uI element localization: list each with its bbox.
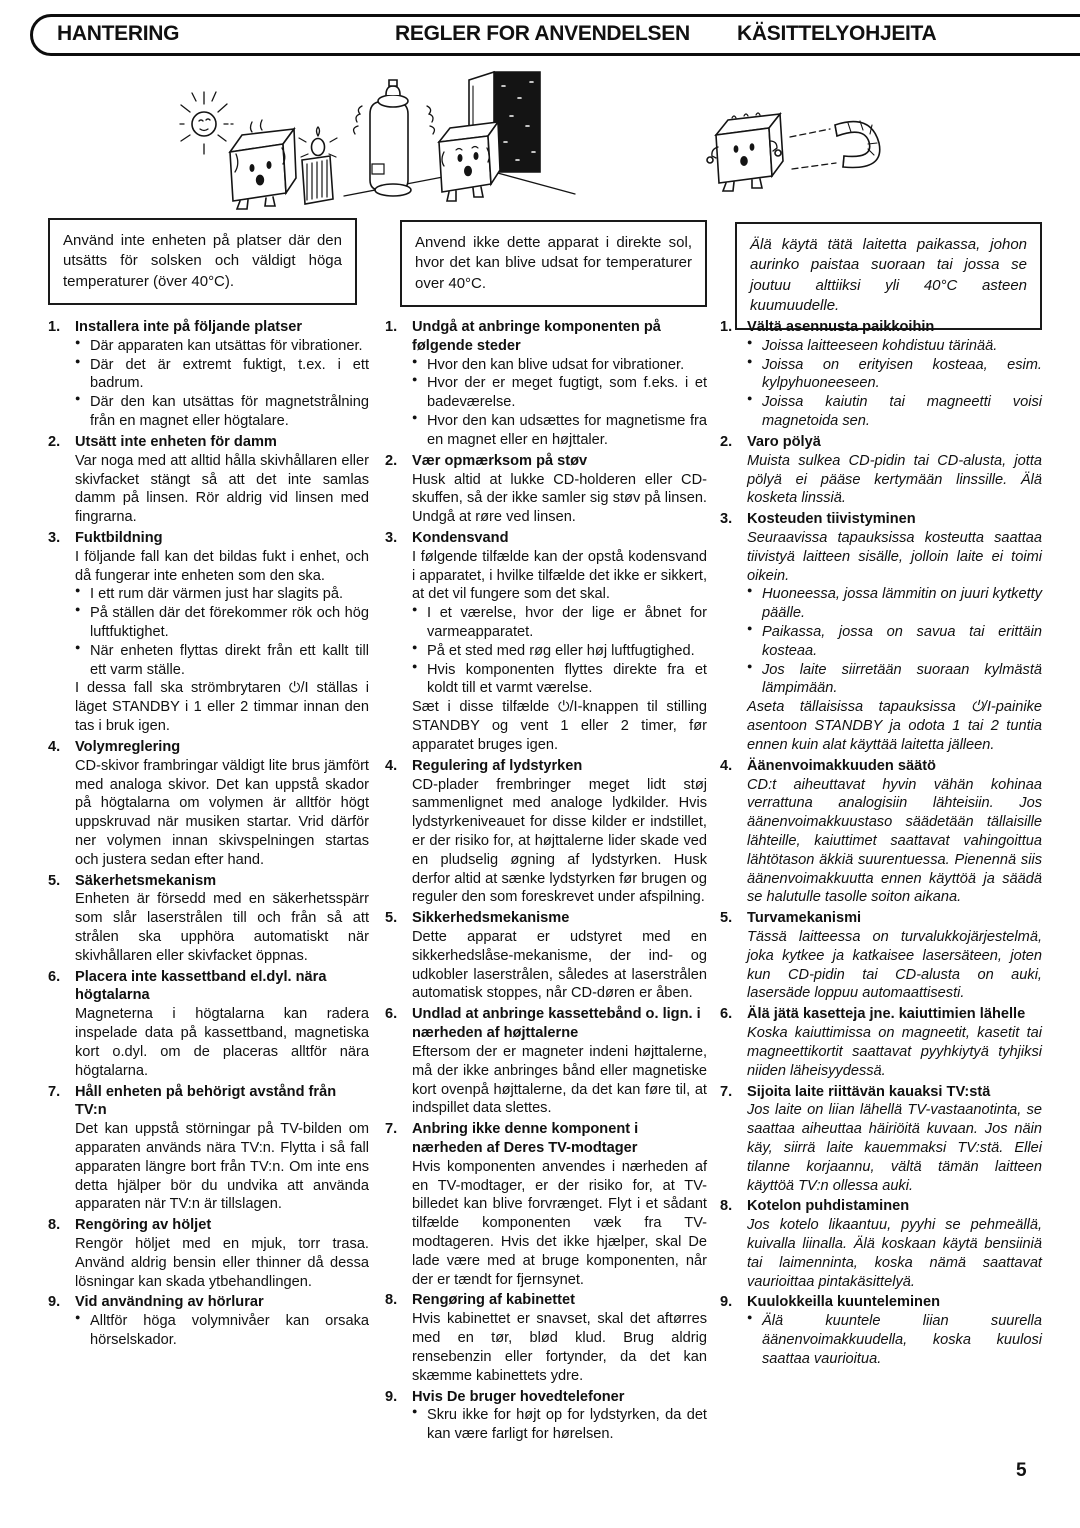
item-paragraph: Eftersom der er magneter indeni højttalerne, må der ikke anbringes bånd eller magnetiske kort ovenpå højttalerne, da det kan føre til, at indspillet data slettes. [412, 1043, 707, 1117]
item-body [412, 529, 707, 755]
bullet-item [412, 1406, 707, 1444]
bullet-item [412, 642, 707, 661]
bullet-text: Joissa laitteeseen kohdistuu tärinää. [762, 337, 998, 354]
bullet-item [75, 642, 369, 680]
instruction-item [720, 757, 1042, 908]
item-paragraph: Dette apparat er udstyret med en sikkerhedslåse-mekanisme, der ind- og udkobler laserstrålen, således at laserstrålen automatisk stoppes, når CD-døren er åben. [412, 929, 707, 1002]
item-paragraph: I följande fall kan det bildas fukt i enhet, och då fungerar inte enheten som den ska. [75, 548, 369, 584]
item-body [747, 757, 1042, 908]
item-title: Undgå at anbringe komponenten på følgende steder [412, 319, 661, 354]
item-number: 9. [385, 1388, 398, 1405]
item-title: Älä jätä kasetteja jne. kaiuttimien lähelle [747, 1006, 1026, 1023]
column-swedish [48, 318, 369, 1352]
instruction-item [385, 909, 707, 1003]
bullet-text: På et sted med røg eller høj luftfugtighed. [427, 642, 695, 659]
item-body [75, 433, 369, 527]
item-body [75, 872, 369, 966]
item-paragraph: CD-plader frembringer meget lidt støj sammenlignet med analoge lydkilder. Hvis lydstyrkeniveauet for disse kilder er indstillet, er der risiko for, at højttalerne lider skade ved en pludselig øgning af lydstyrken. Husk derfor altid at sænke lydstyrken før brugen og reguler den som foreskrevet under afspilning. [412, 776, 707, 906]
bullet-item [747, 585, 1042, 623]
item-body [747, 1293, 1042, 1368]
title-finnish: KÄSITTELYOHJEITA [737, 22, 937, 45]
item-body [747, 1083, 1042, 1196]
bullet-text: Joissa kaiutin tai magneetti voisi magnetoida sen. [762, 394, 1042, 430]
instruction-item [720, 318, 1042, 431]
bullet-text: I et værelse, hvor der lige er åbnet for varmeapparatet. [427, 605, 707, 640]
item-paragraph: Hvis komponenten anvendes i nærheden af en TV-modtager, er der risiko for, at TV-billedet kan blive forvrænget. Flyt i et sådant tilfælde komponenten væk fra TV-modtageren. Hvis det ikke hjælper, skal De lade være med at bruge komponenten, når der er tændt for fjernsynet. [412, 1158, 707, 1288]
bullet-text: På ställen där det förekommer rök och hög luftfuktighet. [90, 605, 369, 640]
bullet-item [75, 393, 369, 431]
item-title: Utsätt inte enheten för damm [75, 433, 277, 450]
instruction-item [48, 968, 369, 1081]
item-body [747, 1005, 1042, 1080]
bullet-dot-icon: ● [747, 336, 753, 347]
bullet-item [75, 356, 369, 394]
item-number: 9. [48, 1294, 61, 1311]
note-box-finnish: Älä käytä tätä laitetta paikassa, johon aurinko paistaa suoraan tai jossa se joutuu alttiiksi yli 40°C asteen kuumuudelle. [735, 222, 1042, 330]
item-title: Kosteuden tiivistyminen [747, 511, 916, 528]
item-number: 2. [385, 452, 398, 469]
bullet-dot-icon: ● [75, 641, 81, 652]
bullet-dot-icon: ● [75, 585, 81, 596]
item-paragraph: Rengör höljet med en mjuk, torr trasa. Använd aldrig bensin eller thinner då dessa lösningar kan skada ytbehandlingen. [75, 1236, 369, 1290]
bullet-dot-icon: ● [412, 355, 418, 366]
item-body [412, 1291, 707, 1385]
item-body [75, 738, 369, 870]
item-title: Rengøring af kabinettet [412, 1292, 575, 1309]
bullet-text: Hvor der er meget fugtigt, som f.eks. i et badeværelse. [427, 375, 707, 411]
note-box-swedish: Använd inte enheten på platser där den utsätts för solsken och väldigt höga temperaturer (över 40°C). [48, 218, 357, 305]
bullet-text: När enheten flyttas direkt från ett kallt till ett varm ställe. [90, 642, 369, 678]
item-title: Installera inte på följande platser [75, 319, 303, 335]
bullet-text: Där det är extremt fuktigt, t.ex. i ett badrum. [90, 356, 369, 392]
item-number: 6. [720, 1006, 733, 1023]
item-title: Kotelon puhdistaminen [747, 1198, 910, 1215]
item-body [75, 968, 369, 1081]
item-title: Sijoita laite riittävän kauaksi TV:stä [747, 1083, 991, 1100]
item-number: 1. [48, 319, 61, 335]
item-number: 7. [48, 1083, 61, 1100]
item-body [747, 909, 1042, 1003]
bullet-dot-icon: ● [747, 1312, 753, 1323]
instruction-item [48, 1216, 369, 1291]
item-number: 6. [385, 1006, 398, 1023]
bullet-text: I ett rum där värmen just har slagits på. [90, 586, 344, 603]
item-paragraph: Sæt i disse tilfælde ⏻/I-knappen til stilling STANDBY og vent 1 eller 2 timer, før apparatet bruges igen. [412, 699, 707, 753]
instruction-item [385, 1388, 707, 1444]
item-body [75, 1216, 369, 1291]
bullet-dot-icon: ● [412, 1406, 418, 1417]
item-number: 4. [720, 757, 733, 774]
bullet-dot-icon: ● [747, 623, 753, 633]
instruction-item [385, 318, 707, 450]
item-title: Kondensvand [412, 529, 509, 546]
bullet-dot-icon: ● [747, 660, 753, 671]
item-paragraph: Husk altid at lukke CD-holderen eller CD-skuffen, så der ikke samler sig støv på linsen. Undgå at røre ved linsen. [412, 471, 707, 526]
bullet-item [412, 374, 707, 412]
bullet-text: Paikassa, jossa on savua tai erittäin kosteaa. [762, 624, 1042, 659]
bullet-dot-icon: ● [75, 1312, 81, 1323]
item-title: Fuktbildning [75, 529, 163, 546]
item-title: Vær opmærksom på støv [412, 452, 588, 469]
item-paragraph: CD:t aiheuttavat hyvin vähän kohinaa verrattuna analogisiin lähteisiin. Jos äänenvoimakkuustaso säädetään tällaisille lähteille, kaiuttimet saattavat vahingoittua lähtötason äkkiä suurentuessa. Pienennä siis äänenvoimakkuutta ennen käyttöä ja säädä se halutulle tasolle soiton aikana. [747, 776, 1042, 906]
item-body [747, 318, 1042, 431]
title-swedish: HANTERING [57, 22, 180, 45]
bullet-dot-icon: ● [412, 641, 418, 652]
item-paragraph: Var noga med att alltid hålla skivhållaren eller skivfacket stängt så att det inte samlas damm på linsen. Rör aldrig vid linsen med fingrarna. [75, 452, 369, 526]
instruction-item [385, 757, 707, 908]
bullet-item [412, 604, 707, 642]
item-number: 5. [48, 872, 61, 889]
instruction-item [385, 1120, 707, 1289]
item-body [412, 1120, 707, 1289]
instruction-item [720, 433, 1042, 508]
instruction-item [48, 872, 369, 966]
column-finnish [720, 318, 1042, 1371]
item-title: Rengöring av höljet [75, 1217, 212, 1234]
instruction-item [720, 909, 1042, 1003]
item-number: 5. [720, 910, 733, 927]
item-paragraph: Enheten är försedd med en säkerhetsspärr som slår laserstrålen till och från så att strålen ska upphöra automatiskt när skivhållaren eller skivfacket öppnas. [75, 891, 369, 964]
item-body [412, 1005, 707, 1118]
bullet-item [412, 661, 707, 699]
item-paragraph: I følgende tilfælde kan der opstå kodensvand i apparatet, i hvilke tilfælde det ikke er sikkert, at det vil fungere som det skal. [412, 548, 707, 603]
bullet-dot-icon: ● [412, 660, 418, 671]
instruction-item [48, 318, 369, 431]
instruction-item [720, 1197, 1042, 1291]
item-body [75, 318, 369, 431]
bullet-item [747, 337, 1042, 356]
item-title: Säkerhetsmekanism [75, 872, 217, 889]
item-number: 6. [48, 968, 61, 985]
item-paragraph: I dessa fall ska strömbrytaren ⏻/I ställas i läget STANDBY i 1 eller 2 timmar innan den tas i bruk igen. [75, 680, 369, 735]
note-box-danish: Anvend ikke dette apparat i direkte sol, hvor det kan blive udsat for temperaturer over 40°C. [400, 220, 707, 307]
bullet-item [747, 1312, 1042, 1368]
bullet-text: Alltför höga volymnivåer kan orsaka hörselskador. [90, 1313, 369, 1349]
sunlight-heat-warning-illustration [178, 80, 343, 220]
bullet-text: Jos laite siirretään suoraan kylmästä lämpimään. [762, 661, 1042, 697]
bullet-dot-icon: ● [75, 336, 81, 347]
item-number: 8. [720, 1198, 733, 1215]
instruction-item [48, 1293, 369, 1349]
item-body [412, 318, 707, 450]
bullet-dot-icon: ● [412, 374, 418, 385]
item-paragraph: Muista sulkea CD-pidin tai CD-alusta, jotta pölyä ei pääse kertymään linssille. Älä kosketa linssiä. [747, 452, 1042, 507]
bullet-text: Hvis komponenten flyttes direkte fra et koldt till et varmt værelse. [427, 661, 707, 697]
bullet-item [75, 604, 369, 642]
bullet-dot-icon: ● [75, 355, 81, 366]
page-number: 5 [1016, 1460, 1027, 1481]
item-body [412, 757, 707, 908]
bullet-text: Huoneessa, jossa lämmitin on juuri kytketty päälle. [762, 586, 1042, 622]
bullet-item [747, 661, 1042, 699]
instruction-item [48, 433, 369, 527]
item-paragraph: Aseta tällaisissa tapauksissa ⏻/I-painike asentoon STANDBY ja odota 1 tai 2 tuntia ennen kuin alat käyttää laitetta jälleen. [747, 699, 1042, 753]
instruction-item [48, 738, 369, 870]
item-title: Vid användning av hörlurar [75, 1294, 264, 1311]
item-number: 4. [385, 757, 398, 774]
item-title: Hvis De bruger hovedtelefoner [412, 1388, 625, 1405]
instruction-item [385, 1291, 707, 1385]
magnet-warning-illustration [698, 103, 898, 203]
instruction-item [720, 1293, 1042, 1368]
item-body [412, 1388, 707, 1444]
bullet-item [747, 623, 1042, 661]
item-title: Regulering af lydstyrken [412, 757, 583, 774]
instruction-item [385, 1005, 707, 1118]
item-number: 4. [48, 738, 61, 755]
item-body [412, 452, 707, 527]
item-number: 3. [48, 529, 61, 546]
vibration-door-warning-illustration [342, 68, 577, 220]
item-paragraph: Jos laite on liian lähellä TV-vastaanotinta, se saattaa aiheuttaa häiriöitä kuvaan. Jos näin käy, siirrä laite kauemmaksi TV:stä. Ellei tilanne korjaannu, vältä tämän laitteen käyttöä TV:n ollessa auki. [747, 1102, 1042, 1194]
item-paragraph: CD-skivor frambringar väldigt lite brus jämfört med analoga skivor. Det kan uppstå skador på högtalarna om volymen är alltför högt uppskruvad när musiken startar. Vrid därför ner volymen innan skivspelningen startas och justera sedan efter hand. [75, 757, 369, 868]
item-number: 7. [385, 1121, 398, 1138]
item-title: Turvamekanismi [747, 910, 862, 927]
bullet-dot-icon: ● [75, 604, 81, 615]
item-number: 8. [48, 1217, 61, 1234]
item-body [412, 909, 707, 1003]
item-number: 1. [720, 319, 733, 335]
item-title: Varo pölyä [747, 433, 821, 450]
item-body [75, 1293, 369, 1349]
bullet-item [747, 393, 1042, 431]
bullet-text: Älä kuuntele liian suurella äänenvoimakkuudella, koska kuulosi saattaa vaurioitua. [762, 1313, 1042, 1367]
item-title: Volymreglering [75, 738, 181, 755]
item-number: 3. [720, 511, 733, 528]
item-number: 8. [385, 1292, 398, 1309]
instruction-item [720, 510, 1042, 755]
instruction-item [385, 529, 707, 755]
instruction-item [720, 1005, 1042, 1080]
instruction-item [720, 1083, 1042, 1196]
bullet-item [75, 1312, 369, 1350]
item-number: 7. [720, 1083, 733, 1100]
bullet-dot-icon: ● [412, 412, 418, 423]
item-body [75, 529, 369, 736]
item-number: 1. [385, 319, 398, 335]
item-number: 9. [720, 1294, 733, 1311]
bullet-text: Där apparaten kan utsättas för vibrationer. [90, 337, 363, 354]
column-danish [385, 318, 707, 1446]
item-body [747, 510, 1042, 755]
bullet-text: Hvor den kan blive udsat for vibrationer. [427, 356, 685, 373]
bullet-dot-icon: ● [747, 355, 753, 366]
bullet-item [747, 356, 1042, 394]
bullet-text: Där den kan utsättas för magnetstrålning från en magnet eller högtalare. [90, 394, 369, 430]
item-body [747, 1197, 1042, 1291]
item-title: Undlad at anbringe kassettebånd o. lign. i nærheden af højttalerne [412, 1006, 701, 1042]
title-danish: REGLER FOR ANVENDELSEN [395, 22, 690, 45]
bullet-item [75, 337, 369, 356]
item-title: Kuulokkeilla kuunteleminen [747, 1294, 941, 1311]
bullet-dot-icon: ● [747, 393, 753, 404]
item-title: Anbring ikke denne komponent i nærheden af Deres TV-modtager [412, 1121, 639, 1156]
bullet-text: Joissa on erityisen kosteaa, esim. kylpyhuoneeseen. [762, 356, 1042, 392]
item-title: Vältä asennusta paikkoihin [747, 319, 935, 335]
item-paragraph: Koska kaiuttimissa on magneetit, kasetit tai magneettikortit saattavat pyyhkiytyä tyhjiksi niiden läheisyydessä. [747, 1025, 1042, 1079]
item-paragraph: Hvis kabinettet er snavset, skal det aftørres med en tør, blød klud. Brug aldrig rensebenzin eller fortynder, da det kan skæmme kabinettets ydre. [412, 1311, 707, 1384]
item-number: 2. [720, 433, 733, 450]
bullet-dot-icon: ● [412, 604, 418, 615]
item-body [75, 1083, 369, 1215]
bullet-item [412, 412, 707, 450]
item-paragraph: Det kan uppstå störningar på TV-bilden om apparaten används nära TV:n. Flytta i så fall apparaten längre bort från TV:n. Om inte ens detta hjälper bör du undvika att använda apparaten när TV:n är tillslagen. [75, 1121, 369, 1213]
item-number: 2. [48, 433, 61, 450]
item-paragraph: Seuraavissa tapauksissa kosteutta saattaa tiivistyä laitteen sisälle, jolloin laite ei toimi oikein. [747, 529, 1042, 584]
bullet-dot-icon: ● [747, 585, 753, 596]
item-number: 3. [385, 529, 398, 546]
bullet-item [412, 356, 707, 375]
bullet-text: Hvor den kan udsættes for magnetisme fra en magnet eller en højttaler. [427, 413, 707, 448]
item-title: Sikkerhedsmekanisme [412, 910, 570, 927]
bullet-item [75, 585, 369, 604]
item-title: Placera inte kassettband el.dyl. nära högtalarna [75, 968, 327, 1004]
instruction-item [48, 1083, 369, 1215]
item-number: 5. [385, 910, 398, 927]
item-title: Håll enheten på behörigt avstånd från TV:n [75, 1083, 337, 1119]
instruction-item [385, 452, 707, 527]
bullet-dot-icon: ● [75, 393, 81, 404]
item-paragraph: Tässä laitteessa on turvalukkojärjestelmä, joka kytkee ja katkaisee lasersäteen, joten kun CD-pidin tai CD-alusta on auki, lasersäde loppuu automaattisesti. [747, 929, 1042, 1002]
instruction-item [48, 529, 369, 736]
bullet-text: Skru ikke for højt op for lydstyrken, da det kan være farligt for hørelsen. [427, 1407, 707, 1443]
item-paragraph: Jos kotelo likaantuu, pyyhi se pehmeällä, kuivalla liinalla. Älä koskaan käytä bensiiniä tai laimenninta, koska nämä saattavat vaurioittaa pintakäsittelyä. [747, 1217, 1042, 1290]
item-body [747, 433, 1042, 508]
item-paragraph: Magneterna i högtalarna kan radera inspelade data på kassettband, magnetiska kort o.dyl. om de placeras alltför nära högtalarna. [75, 1006, 369, 1079]
item-title: Äänenvoimakkuuden säätö [747, 757, 936, 774]
